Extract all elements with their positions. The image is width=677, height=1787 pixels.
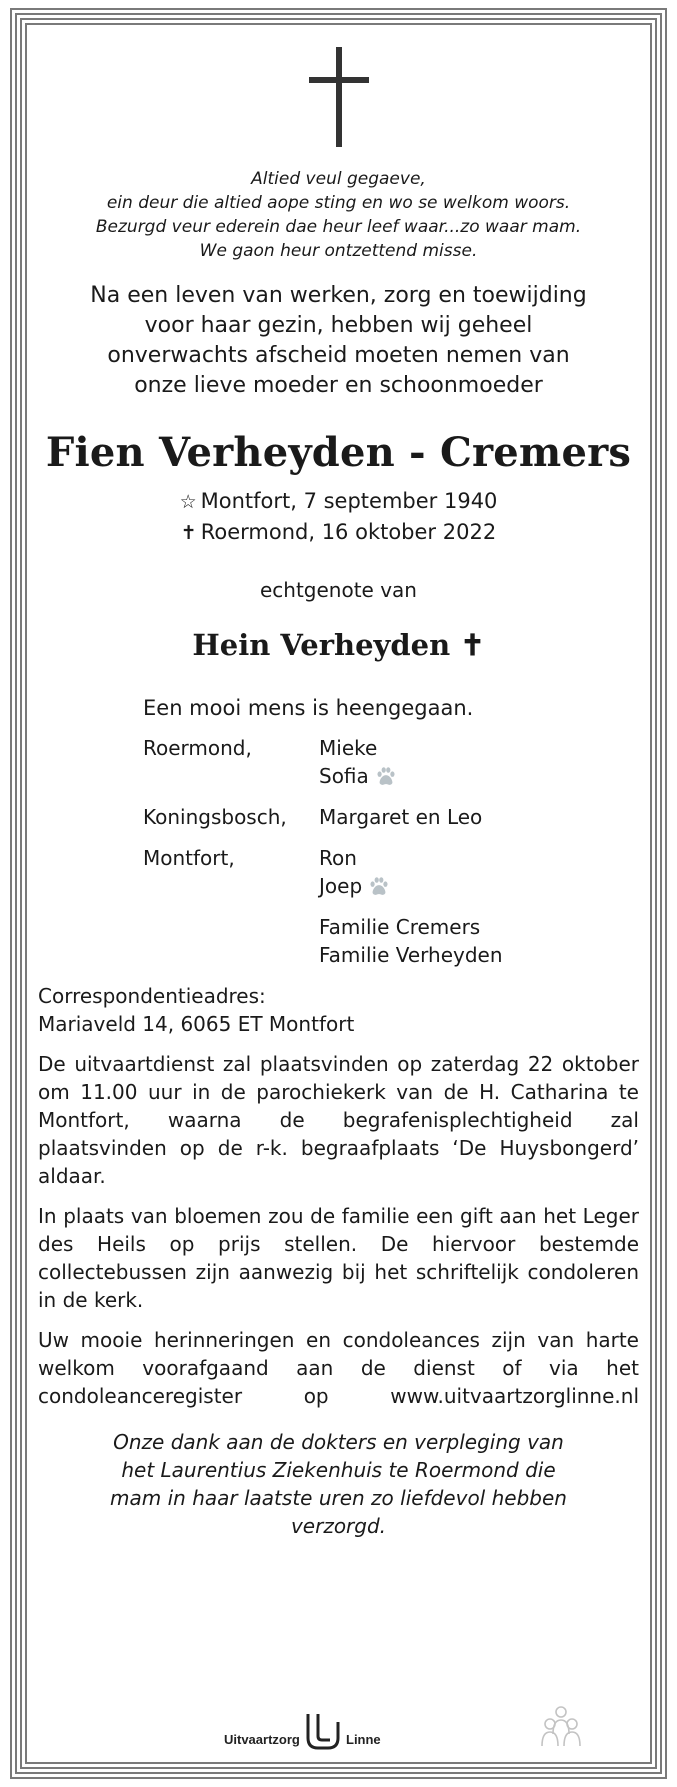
thanks-line: het Laurentius Ziekenhuis te Roermond die xyxy=(121,1458,556,1482)
correspondence-address xyxy=(38,982,639,1038)
paw-icon xyxy=(368,875,390,897)
star-icon: ☆ xyxy=(179,491,197,513)
death-text: Roermond, 16 oktober 2022 xyxy=(200,520,497,544)
intro-line: voor haar gezin, hebben wij geheel xyxy=(144,313,533,338)
donation-paragraph: In plaats van bloemen zou de familie een gift aan het Leger des Heils op prijs stellen. De hiervoor bestemde collectebussen zijn aanwezig bij het schriftelijk condoleren in de kerk. xyxy=(38,1204,639,1312)
family-place: Montfort, xyxy=(143,846,235,870)
family-row xyxy=(143,913,639,969)
family-name: Familie Cremers xyxy=(319,915,481,939)
footer xyxy=(0,1712,677,1762)
family-name: Ron xyxy=(319,846,357,870)
poem-line: Bezurgd veur ederein dae heur leef waar...zo waar mam. xyxy=(95,217,582,237)
funeral-service-paragraph: De uitvaartdienst zal plaatsvinden op zaterdag 22 oktober om 11.00 uur in de parochiekerk van de H. Catharina te Montfort, waarna de begrafenisplechtigheid zal plaatsvinden op de r-k. begraafplaats ‘De Huysbongerd’ aldaar. xyxy=(38,1052,639,1188)
poem xyxy=(38,167,639,263)
correspondence-label: Correspondentieadres: xyxy=(38,984,266,1008)
spouse-name: Hein Verheyden xyxy=(192,628,451,662)
spouse xyxy=(38,628,639,662)
poem-line: Altied veul gegaeve, xyxy=(251,169,426,189)
birth-text: Montfort, 7 september 1940 xyxy=(200,489,498,513)
correspondence-address-line: Mariaveld 14, 6065 ET Montfort xyxy=(38,1012,355,1036)
cross-small-icon: ✝ xyxy=(460,628,485,662)
family-place xyxy=(143,913,319,969)
thanks-text xyxy=(38,1428,639,1540)
poem-line: We gaon heur ontzettend misse. xyxy=(199,241,478,261)
condolence-paragraph: Uw mooie herinneringen en condoleances zijn van harte welkom voorafgaand aan de dienst of via het condoleanceregister op www.uitvaartzorglinne.nl xyxy=(38,1328,639,1408)
people-icon xyxy=(540,1704,582,1748)
family-row xyxy=(143,734,639,790)
thanks-line: verzorgd. xyxy=(290,1514,387,1538)
thanks-line: mam in haar laatste uren zo liefdevol hebben xyxy=(110,1486,567,1510)
family-name: Mieke xyxy=(319,736,378,760)
deceased-name: Fien Verheyden - Cremers xyxy=(45,429,632,476)
funeral-home-logo xyxy=(224,1712,424,1754)
intro-line: Na een leven van werken, zorg en toewijding xyxy=(90,283,587,308)
poem-line: ein deur die altied aope sting en wo se welkom woors. xyxy=(106,193,571,213)
family-place: Koningsbosch, xyxy=(143,805,287,829)
intro-text xyxy=(38,281,639,401)
family-place: Roermond, xyxy=(143,736,252,760)
family-name: Sofia xyxy=(319,764,369,788)
family-name: Margaret en Leo xyxy=(319,805,483,829)
life-dates xyxy=(38,486,639,548)
family-name: Familie Verheyden xyxy=(319,943,503,967)
cross-small-icon: ✝ xyxy=(180,522,197,544)
death-line xyxy=(38,517,639,548)
logo-text-left: Uitvaartzorg xyxy=(224,1732,300,1747)
family-row xyxy=(143,803,639,831)
intro-line: onverwachts afscheid moeten nemen van xyxy=(107,343,570,368)
family-row xyxy=(143,844,639,900)
family-name: Joep xyxy=(319,874,363,898)
obituary-content xyxy=(38,28,639,1540)
birth-line xyxy=(38,486,639,517)
logo-mark-icon xyxy=(304,1712,342,1754)
spouse-label: echtgenote van xyxy=(259,578,417,602)
quote: Een mooi mens is heengegaan. xyxy=(143,696,474,720)
logo-text-right: Linne xyxy=(346,1732,381,1747)
thanks-line: Onze dank aan de dokters en verpleging van xyxy=(113,1430,564,1454)
paw-icon xyxy=(375,765,397,787)
cross-icon xyxy=(309,47,369,147)
intro-line: onze lieve moeder en schoonmoeder xyxy=(134,373,543,398)
family-list xyxy=(38,734,639,969)
